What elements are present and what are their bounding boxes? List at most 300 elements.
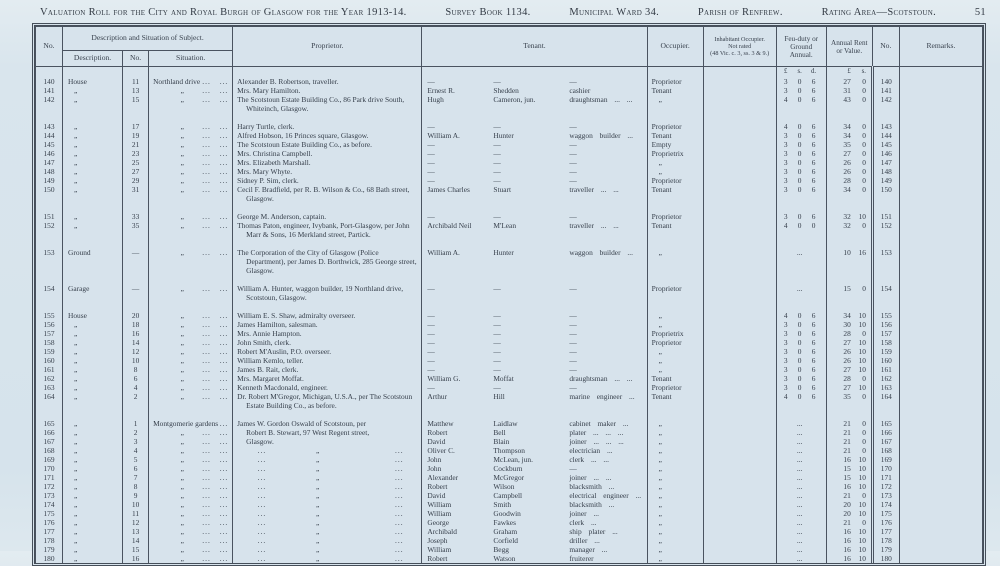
tenant-occupation: — (569, 347, 577, 356)
col-header-inhabitant-occupier: Inhabitant Occupier. Not rated (48 Vic. c. 3, ss. 3 & 9.) (703, 27, 776, 67)
proprietor-cell (233, 374, 422, 383)
occupier-cell: Proprietor (647, 338, 703, 347)
house-number-cell: 3 (123, 437, 149, 446)
situation-ditto: „ (180, 284, 184, 293)
feu-shillings: 0 (797, 77, 802, 86)
proprietor-cell (233, 131, 422, 140)
table-row (36, 491, 983, 500)
rent-shillings: 0 (862, 491, 866, 500)
inhabitant-occupier-cell (703, 500, 776, 509)
occupier-cell: „ (647, 419, 703, 428)
rent-shillings: 10 (858, 509, 866, 518)
house-number-cell: 8 (123, 365, 149, 374)
feu-duty-cell (776, 455, 826, 464)
feu-pence: 6 (811, 122, 816, 131)
annual-rent-cell (826, 545, 872, 554)
record-number: 153 (36, 248, 63, 275)
tenant-cell (422, 509, 647, 518)
tenant-forename: Arthur (427, 392, 448, 401)
col-header-description-group: Description and Situation of Subject. (63, 27, 233, 51)
record-number: 171 (36, 473, 63, 482)
tenant-forename: — (427, 329, 435, 338)
description-cell: „ (63, 545, 123, 554)
tenant-forename: David (427, 437, 446, 446)
remarks-cell (899, 149, 982, 158)
situation-dots: ... (219, 536, 229, 545)
tenant-cell (422, 518, 647, 527)
description-cell: „ (63, 95, 123, 113)
proprietor-text: Robert M'Auslin, P.O. overseer. (237, 347, 332, 356)
proprietor-dots: ... (257, 482, 267, 491)
record-number-right: 165 (872, 419, 899, 428)
tenant-cell (422, 527, 647, 536)
situation-dots: ... (202, 221, 211, 230)
feu-shillings: ... (796, 518, 803, 527)
table-row (36, 113, 983, 122)
rent-shillings: 0 (862, 329, 866, 338)
house-number-cell: 14 (123, 536, 149, 545)
proprietor-dots: ... (395, 500, 404, 509)
situation-cell (149, 185, 233, 203)
situation-ditto: „ (180, 167, 184, 176)
situation-ditto: „ (180, 356, 184, 365)
description-cell: „ (63, 347, 123, 356)
feu-pence: 6 (811, 347, 816, 356)
feu-duty-cell (776, 122, 826, 131)
proprietor-cell (233, 500, 422, 509)
occupier-cell: „ (647, 437, 703, 446)
occupier-cell: Proprietrix (647, 149, 703, 158)
rent-shillings: 10 (858, 320, 866, 329)
feu-duty-cell (776, 113, 826, 122)
situation-dots: ... (202, 320, 211, 329)
proprietor-dots: ... (257, 473, 267, 482)
annual-rent-cell (826, 518, 872, 527)
col-header-remarks: Remarks. (899, 27, 982, 67)
rent-pounds: 28 (843, 329, 851, 338)
proprietor-cell (233, 185, 422, 203)
table-row (36, 545, 983, 554)
rent-shillings: 0 (862, 77, 866, 86)
tenant-surname: Hunter (493, 131, 514, 140)
situation-ditto: „ (180, 149, 184, 158)
tenant-occupation: marine engineer ... (569, 392, 635, 401)
house-number-cell (123, 203, 149, 212)
tenant-occupation: cashier (569, 86, 591, 95)
feu-shillings: ... (796, 491, 803, 500)
feu-shillings: ... (796, 554, 803, 563)
tenant-surname: — (493, 365, 501, 374)
rent-shillings: 0 (862, 419, 866, 428)
feu-pounds: 4 (783, 122, 788, 131)
tenant-surname: McGregor (493, 473, 525, 482)
situation-dots: ... (219, 221, 229, 230)
situation-dots: ... (219, 347, 229, 356)
house-number-cell: 11 (123, 509, 149, 518)
rent-shillings: 0 (862, 131, 866, 140)
feu-duty-cell (776, 383, 826, 392)
description-cell: „ (63, 86, 123, 95)
feu-shillings: 0 (797, 158, 802, 167)
occupier-cell (647, 113, 703, 122)
proprietor-cell (233, 122, 422, 131)
rent-pounds: 21 (843, 491, 851, 500)
situation-dots: ... (202, 392, 211, 401)
tenant-cell (422, 329, 647, 338)
rent-pounds: 20 (843, 509, 851, 518)
situation-dots: ... (202, 248, 211, 257)
proprietor-dots: ... (395, 518, 404, 527)
page-header (0, 0, 1000, 18)
inhabitant-occupier-cell (703, 419, 776, 428)
house-number-cell: 15 (123, 95, 149, 113)
record-number: 155 (36, 311, 63, 320)
tenant-forename: Robert (427, 554, 448, 563)
table-row (36, 122, 983, 131)
remarks-cell (899, 329, 982, 338)
inhabitant-occupier-cell (703, 383, 776, 392)
record-number: 177 (36, 527, 63, 536)
situation-ditto: „ (180, 365, 184, 374)
tenant-surname: Smith (493, 500, 512, 509)
tenant-forename: Oliver C. (427, 446, 455, 455)
house-number-cell: 25 (123, 158, 149, 167)
proprietor-cell (233, 320, 422, 329)
feu-pounds: 3 (783, 329, 788, 338)
occupier-cell: „ (647, 464, 703, 473)
tenant-occupation: — (569, 176, 577, 185)
situation-cell (149, 482, 233, 491)
rent-pounds: 16 (843, 554, 851, 563)
record-number-right: 164 (872, 392, 899, 410)
rent-shillings: 10 (858, 482, 866, 491)
table-row (36, 392, 983, 410)
occupier-cell: „ (647, 311, 703, 320)
situation-ditto: „ (180, 221, 184, 230)
tenant-cell (422, 455, 647, 464)
situation-dots: ... (219, 86, 229, 95)
feu-duty-cell (776, 545, 826, 554)
tenant-occupation: waggon builder ... (569, 131, 633, 140)
record-number-right: 147 (872, 158, 899, 167)
tenant-occupation: cabinet maker ... (569, 419, 629, 428)
proprietor-dots: ... (257, 527, 267, 536)
inhabitant-occupier-cell (703, 473, 776, 482)
proprietor-dots: ... (395, 527, 404, 536)
house-number-cell: 12 (123, 518, 149, 527)
rent-pounds: 15 (843, 464, 851, 473)
remarks-cell (899, 131, 982, 140)
situation-dots: ... (202, 374, 211, 383)
situation-cell (149, 86, 233, 95)
occupier-cell: Empty (647, 140, 703, 149)
tenant-occupation: draughtsman ... ... (569, 374, 633, 383)
proprietor-cell (233, 284, 422, 302)
tenant-cell (422, 500, 647, 509)
situation-cell (149, 374, 233, 383)
tenant-occupation: draughtsman ... ... (569, 95, 633, 104)
tenant-forename: — (427, 122, 435, 131)
annual-rent-cell (826, 131, 872, 140)
situation-ditto: „ (180, 248, 184, 257)
remarks-cell (899, 536, 982, 545)
feu-duty-cell (776, 338, 826, 347)
feu-pounds: 3 (783, 149, 788, 158)
rent-shillings: 0 (862, 122, 866, 131)
feu-pence: 6 (811, 338, 816, 347)
description-cell (63, 203, 123, 212)
situation-dots: ... (202, 482, 211, 491)
tenant-forename: — (427, 347, 435, 356)
description-cell: „ (63, 527, 123, 536)
tenant-surname: — (493, 158, 501, 167)
page-title: Valuation Roll for the City and Royal Burgh of Glasgow for the Year 1913-14. (40, 7, 407, 18)
occupier-cell: „ (647, 473, 703, 482)
situation-ditto: „ (180, 428, 184, 437)
rent-pounds: 27 (843, 77, 851, 86)
situation-cell (149, 365, 233, 374)
proprietor-ditto: „ (315, 482, 320, 491)
proprietor-cell (233, 545, 422, 554)
tenant-surname: — (493, 212, 501, 221)
feu-shillings: 0 (797, 185, 802, 194)
rent-pounds: 21 (843, 446, 851, 455)
record-number (36, 203, 63, 212)
table-row (36, 302, 983, 311)
tenant-cell (422, 86, 647, 95)
description-cell: „ (63, 329, 123, 338)
situation-cell (149, 338, 233, 347)
rent-shillings: 0 (862, 95, 866, 104)
tenant-occupation: — (569, 77, 577, 86)
description-cell (63, 239, 123, 248)
description-cell: „ (63, 365, 123, 374)
situation-dots: ... (219, 392, 229, 401)
description-cell: „ (63, 140, 123, 149)
tenant-forename: — (427, 383, 435, 392)
rating-area-label: Rating Area—Scotstoun. (821, 7, 937, 18)
proprietor-cell (233, 302, 422, 311)
feu-duty-cell (776, 419, 826, 428)
remarks-cell (899, 482, 982, 491)
feu-shillings: ... (796, 455, 803, 464)
situation-dots: ... (202, 383, 211, 392)
tenant-cell (422, 356, 647, 365)
situation-ditto: „ (180, 383, 184, 392)
situation-dots: ... (219, 149, 229, 158)
annual-rent-cell (826, 428, 872, 437)
situation-dots: ... (202, 347, 211, 356)
situation-dots: ... (202, 365, 211, 374)
rent-shillings: 0 (862, 392, 866, 401)
page-number: 51 (974, 7, 986, 18)
tenant-occupation: plater ... ... ... (569, 428, 624, 437)
remarks-cell (899, 275, 982, 284)
feu-duty-cell (776, 491, 826, 500)
record-number-right (872, 203, 899, 212)
feu-pence: 6 (811, 311, 816, 320)
table-row (36, 554, 983, 563)
record-number (36, 410, 63, 419)
feu-shillings: ... (796, 419, 803, 428)
situation-ditto: „ (180, 536, 184, 545)
proprietor-cell (233, 518, 422, 527)
rent-pounds: 26 (843, 356, 851, 365)
occupier-cell: Proprietrix (647, 329, 703, 338)
tenant-occupation: — (569, 356, 577, 365)
rent-shillings: 0 (862, 221, 866, 230)
situation-dots: ... (202, 122, 211, 131)
house-number-cell: 4 (123, 383, 149, 392)
situation-dots: ... (202, 527, 211, 536)
tenant-cell (422, 158, 647, 167)
situation-dots: ... (202, 509, 211, 518)
situation-ditto: „ (180, 131, 184, 140)
table-row (36, 509, 983, 518)
occupier-cell: „ (647, 491, 703, 500)
rent-shillings: 10 (858, 212, 866, 221)
situation-cell (149, 284, 233, 302)
record-number: 160 (36, 356, 63, 365)
proprietor-text: Thomas Paton, engineer, Ivybank, Port-Glasgow, per John Marr & Sons, 16 Merkland street, Partick. (237, 221, 410, 239)
inhabitant-occupier-cell (703, 518, 776, 527)
tenant-surname: McLean, jun. (493, 455, 533, 464)
proprietor-cell (233, 365, 422, 374)
occupier-cell: „ (647, 509, 703, 518)
situation-cell (149, 491, 233, 500)
situation-dots: ... (219, 185, 229, 194)
table-row (36, 221, 983, 239)
situation-dots: ... (219, 338, 229, 347)
tenant-cell (422, 383, 647, 392)
tenant-cell (422, 122, 647, 131)
situation-cell (149, 248, 233, 275)
rent-pounds: 21 (843, 419, 851, 428)
proprietor-cell (233, 455, 422, 464)
tenant-forename: — (427, 284, 435, 293)
occupier-cell: „ (647, 347, 703, 356)
occupier-cell: „ (647, 482, 703, 491)
situation-dots: ... (219, 356, 229, 365)
situation-dots: ... (219, 527, 229, 536)
remarks-cell (899, 77, 982, 86)
annual-rent-cell (826, 329, 872, 338)
table-header (36, 27, 983, 67)
situation-ditto: „ (180, 473, 184, 482)
tenant-surname: — (493, 122, 501, 131)
description-cell: „ (63, 167, 123, 176)
proprietor-text: Kenneth Macdonald, engineer. (237, 383, 328, 392)
feu-shillings: ... (796, 536, 803, 545)
inhabitant-occupier-cell (703, 149, 776, 158)
tenant-occupation: — (569, 320, 577, 329)
situation-cell (149, 509, 233, 518)
remarks-cell (899, 212, 982, 221)
record-number: 143 (36, 122, 63, 131)
tenant-forename: William (427, 509, 452, 518)
situation-text: Northland drive (153, 77, 201, 86)
feu-shillings: ... (796, 473, 803, 482)
table-row (36, 338, 983, 347)
house-number-cell: 11 (123, 77, 149, 86)
tenant-surname: — (493, 383, 501, 392)
remarks-cell (899, 203, 982, 212)
proprietor-text: The Corporation of the City of Glasgow (Police Department), per James D. Borthwick, 285 George street, Glasgow. (237, 248, 417, 275)
house-number-cell: 10 (123, 500, 149, 509)
col-header-description: Description. (63, 51, 123, 67)
situation-cell (149, 302, 233, 311)
remarks-cell (899, 419, 982, 428)
annual-rent-cell (826, 185, 872, 203)
occupier-cell (647, 239, 703, 248)
inhabitant-occupier-cell (703, 167, 776, 176)
house-number-cell: 35 (123, 221, 149, 239)
inhabitant-occupier-cell (703, 185, 776, 203)
situation-dots: ... (219, 329, 229, 338)
tenant-forename: Archibald Neil (427, 221, 472, 230)
rent-shillings: 0 (862, 446, 866, 455)
occupier-cell: „ (647, 536, 703, 545)
remarks-cell (899, 113, 982, 122)
proprietor-cell (233, 149, 422, 158)
situation-dots: ... (219, 518, 229, 527)
record-number: 173 (36, 491, 63, 500)
tenant-occupation: joiner ... (569, 509, 599, 518)
inhabitant-occupier-cell (703, 338, 776, 347)
table-row (36, 86, 983, 95)
feu-duty-cell (776, 320, 826, 329)
record-number: 168 (36, 446, 63, 455)
proprietor-cell (233, 329, 422, 338)
record-number: 178 (36, 536, 63, 545)
feu-duty-cell (776, 554, 826, 563)
proprietor-text: James W. Gordon Oswald of Scotstoun, per (237, 419, 367, 428)
situation-dots: ... (219, 311, 229, 320)
rent-pounds: 27 (843, 365, 851, 374)
situation-dots: ... (219, 500, 229, 509)
record-number: 179 (36, 545, 63, 554)
inhabitant-occupier-cell (703, 95, 776, 113)
feu-duty-cell (776, 329, 826, 338)
record-number-right: 155 (872, 311, 899, 320)
situation-dots: ... (219, 365, 229, 374)
situation-dots: ... (202, 338, 211, 347)
feu-pence: 6 (811, 158, 816, 167)
proprietor-text: Sidney P. Sim, clerk. (237, 176, 299, 185)
record-number-right: 168 (872, 446, 899, 455)
proprietor-text: Robert B. Stewart, 97 West Regent street, (246, 428, 370, 437)
tenant-cell (422, 221, 647, 239)
feu-duty-cell (776, 86, 826, 95)
rent-shillings: 0 (862, 437, 866, 446)
situation-cell (149, 320, 233, 329)
inhabitant-occupier-cell (703, 392, 776, 410)
inhabitant-occupier-cell (703, 86, 776, 95)
proprietor-text: William A. Hunter, waggon builder, 19 Northland drive, Scotstoun, Glasgow. (237, 284, 404, 302)
table-row (36, 356, 983, 365)
house-number-cell (123, 239, 149, 248)
remarks-cell (899, 167, 982, 176)
proprietor-cell (233, 158, 422, 167)
house-number-cell: 5 (123, 455, 149, 464)
record-number-right: 156 (872, 320, 899, 329)
occupier-cell (647, 302, 703, 311)
feu-duty-cell (776, 302, 826, 311)
house-number-cell: 15 (123, 545, 149, 554)
occupier-cell: „ (647, 446, 703, 455)
tenant-surname: Thompson (493, 446, 525, 455)
house-number-cell: 33 (123, 212, 149, 221)
